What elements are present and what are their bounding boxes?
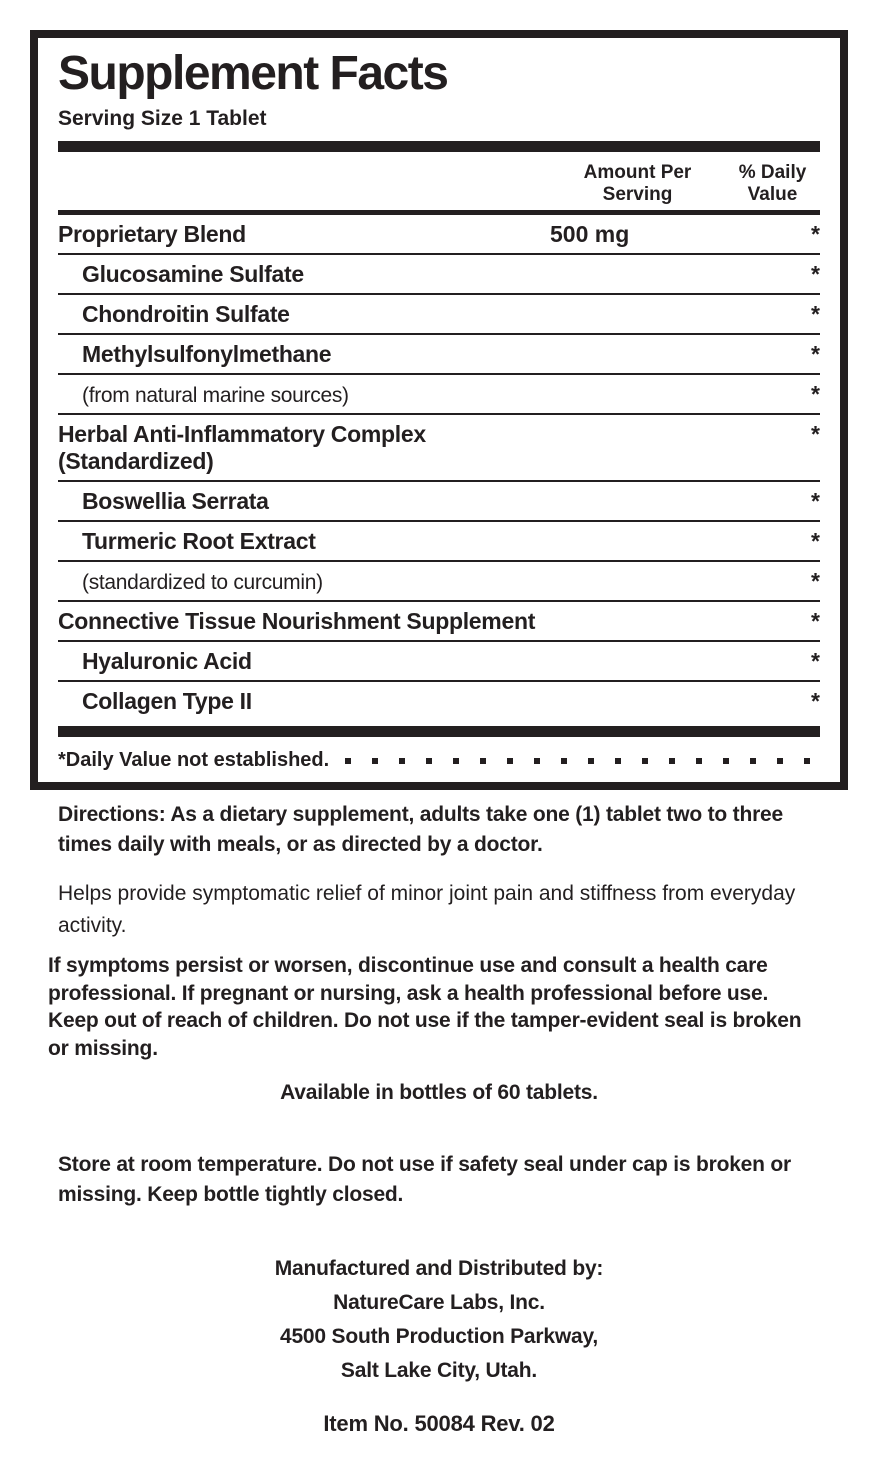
ingredient-note: (from natural marine sources) <box>82 383 349 407</box>
ingredient-row <box>58 482 820 520</box>
section-header-row <box>58 602 820 640</box>
section-name: Herbal Anti-Inflammatory Complex (Standardized) <box>58 420 426 474</box>
ingredient-dv: * <box>811 527 820 554</box>
ingredient-dv: * <box>811 487 820 514</box>
ingredient-name: Collagen Type II <box>82 687 252 714</box>
availability-line: Available in bottles of 60 tablets. <box>280 1081 598 1104</box>
directions-paragraph: Directions: As a dietary supplement, adults take one (1) tablet two to three times daily with meals, or as directed by a doctor. <box>58 803 783 857</box>
storage-paragraph: Store at room temperature. Do not use if safety seal under cap is broken or missing. Keep bottle tightly closed. <box>58 1153 792 1207</box>
ingredient-name: Chondroitin Sulfate <box>82 300 290 327</box>
ingredient-dv: * <box>811 340 820 367</box>
panel-title: Supplement Facts <box>58 47 448 100</box>
footnote-text: *Daily Value not established. <box>58 748 330 771</box>
ingredient-dv: * <box>811 220 820 247</box>
ingredient-dv: * <box>811 260 820 287</box>
amount-header-line1: Amount Per <box>583 161 692 183</box>
amount-column-header <box>550 162 725 206</box>
ingredient-name: Turmeric Root Extract <box>82 527 316 554</box>
claim-paragraph: Helps provide symptomatic relief of minor joint pain and stiffness from everyday activity. <box>58 882 796 937</box>
ingredient-row <box>58 255 820 293</box>
ingredient-dv: * <box>811 420 820 447</box>
dv-header-line2: Value <box>747 183 798 205</box>
amount-header-line2: Serving <box>602 183 673 205</box>
serving-size: Serving Size 1 Tablet <box>58 106 267 130</box>
ingredient-row <box>58 642 820 680</box>
divider-bar-top <box>58 141 820 152</box>
ingredient-row <box>58 522 820 560</box>
ingredient-row <box>58 295 820 333</box>
divider-bar-bottom <box>58 726 820 737</box>
section-name: Connective Tissue Nourishment Supplement <box>58 607 536 634</box>
distributor-block <box>0 1252 878 1388</box>
ingredient-row <box>58 682 820 720</box>
distributor-line-4: Salt Lake City, Utah. <box>340 1359 538 1383</box>
product-code-line: Item No. 50084 Rev. 02 <box>323 1411 555 1436</box>
ingredient-amount: 500 mg <box>550 220 630 247</box>
warning-paragraph: If symptoms persist or worsen, discontinue use and consult a health care professional. If pregnant or nursing, ask a health professional before use. Keep out of reach of children. Do not use if the tamper-evident seal is broken or missing. <box>48 954 802 1061</box>
section-header-row <box>58 415 820 480</box>
ingredient-dv: * <box>811 567 820 594</box>
distributor-line-1: Manufactured and Distributed by: <box>274 1257 604 1280</box>
ingredient-name: Boswellia Serrata <box>82 487 269 514</box>
ingredient-dv: * <box>811 380 820 407</box>
dotted-leader <box>345 758 820 764</box>
ingredient-name: Hyaluronic Acid <box>82 647 252 674</box>
ingredient-note-row <box>58 562 820 600</box>
distributor-line-3: 4500 South Production Parkway, <box>279 1325 599 1349</box>
ingredient-dv: * <box>811 647 820 674</box>
distributor-line-2: NatureCare Labs, Inc. <box>333 1291 545 1315</box>
dv-header-line1: % Daily <box>738 161 807 183</box>
ingredient-note: (standardized to curcumin) <box>82 570 323 594</box>
ingredient-dv: * <box>811 607 820 634</box>
ingredient-name: Glucosamine Sulfate <box>82 260 304 287</box>
ingredient-dv: * <box>811 300 820 327</box>
supplement-facts-panel <box>30 30 848 790</box>
ingredient-row <box>58 215 820 253</box>
ingredient-dv: * <box>811 687 820 714</box>
ingredient-name: Proprietary Blend <box>58 220 246 247</box>
ingredient-name: Methylsulfonylmethane <box>82 340 332 367</box>
daily-value-column-header <box>725 162 820 206</box>
daily-value-footnote <box>58 737 820 772</box>
ingredient-note-row <box>58 375 820 413</box>
ingredient-row <box>58 335 820 373</box>
column-header-row <box>58 152 820 210</box>
